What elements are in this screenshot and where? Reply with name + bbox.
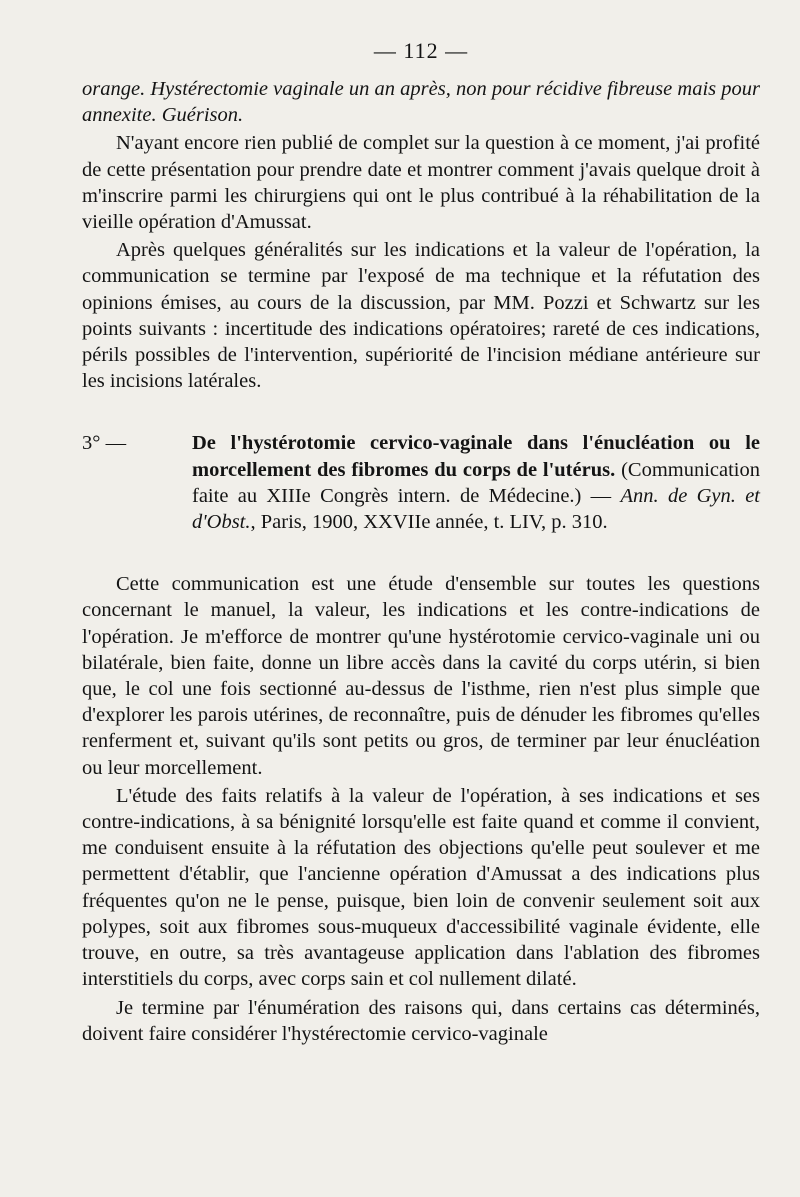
entry-journal: Ann. de Gyn. et d'Obst.: [192, 484, 760, 534]
bibliography-entry: [82, 430, 760, 535]
paragraph: Cette communication est une étude d'ensemble sur toutes les questions concernant le manuel, la valeur, les indications et les contre-indications de l'opération. Je m'efforce de montrer qu'une hystérotomie cervico-vaginale uni ou bilatérale, bien faite, donne un libre accès dans la cavité du corps utérin, si bien que, le col une fois sectionné au-dessus de l'isthme, rien n'est plus simple que d'explorer les parois utérines, de reconnaître, puis de dénuder les fibromes qu'elles renferment et, suivant qu'ils sont petits ou gros, de terminer par leur énucléation ou leur morcellement.: [82, 573, 760, 779]
entry-details: , Paris, 1900, XXVIIe année, t. LIV, p. 310.: [250, 511, 608, 534]
paragraph: N'ayant encore rien publié de complet sur la question à ce moment, j'ai profité de cette présentation pour prendre date et montrer comment j'avais quelque droit à m'inscrire parmi les chirurgiens qui ont le plus contribué à la réhabilitation de la vieille opération d'Amussat.: [82, 132, 760, 234]
paragraph: Je termine par l'énumération des raisons qui, dans certains cas déterminés, doivent faire considérer l'hystérectomie cervico-vaginale: [82, 996, 760, 1045]
paragraph-continuation: orange. Hystérectomie vaginale un an après, non pour récidive fibreuse mais pour annexite. Guérison.: [82, 78, 760, 127]
entry-body: [192, 430, 760, 535]
paragraph: L'étude des faits relatifs à la valeur de l'opération, à ses indications et ses contre-indications, à sa bénignité lorsqu'elle est faite quand et comme il convient, me conduisent ensuite à la réfutation des objections qu'elle peut soulever et me permettent d'établir, que l'ancienne opération d'Amussat a des indications plus fréquentes qu'on ne le pense, puisque, bien loin de convenir seulement soit aux polypes, soit aux fibromes sous-muqueux d'accessibilité vaginale évidente, elle trouve, en outre, sa très avantageuse application dans l'ablation des fibromes interstitiels du corps, avec corps sain et col nullement dilaté.: [82, 784, 760, 991]
paragraph: Après quelques généralités sur les indications et la valeur de l'opération, la communication se termine par l'exposé de ma technique et la réfutation des opinions émises, au cours de la discussion, par MM. Pozzi et Schwartz sur les points suivants : incertitude des indications opératoires; rareté de ces indications, périls possibles de l'intervention, supériorité de l'incision médiane antérieure sur les incisions latérales.: [82, 239, 760, 393]
page-number: — 112 —: [373, 38, 469, 63]
entry-communication: (Communication faite au XIIIe Congrès intern. de Médecine.) —: [192, 458, 761, 507]
entry-number: 3° —: [82, 432, 127, 455]
entry-title: De l'hystérotomie cervico-vaginale dans l'énucléation ou le morcellement des fibromes du corps de l'utérus.: [192, 432, 760, 481]
